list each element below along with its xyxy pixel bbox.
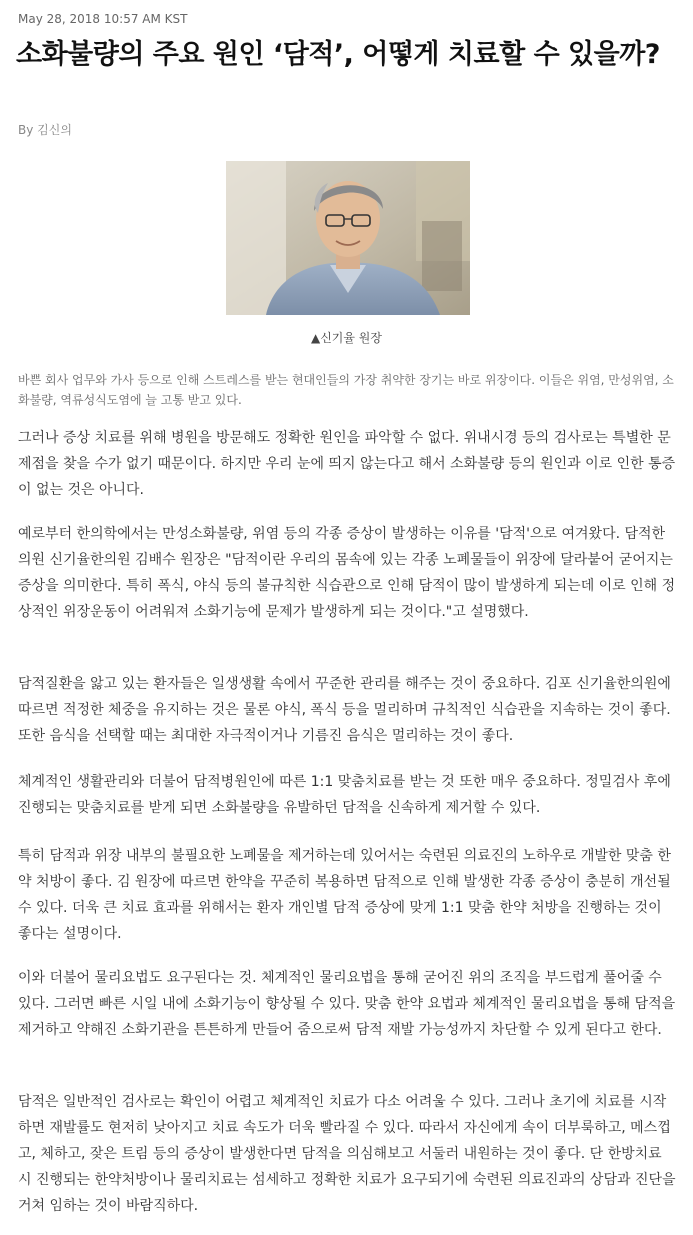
article-title: 소화불량의 주요 원인 ‘담적’, 어떻게 치료할 수 있을까? bbox=[16, 39, 660, 70]
paragraph-4: 체계적인 생활관리와 더불어 담적병원인에 따른 1:1 맞춤치료를 받는 것 또한 매우 중요하다. 정밀검사 후에 진행되는 맞춤치료를 받게 되면 소화불량을 유발하던 담적을 신속하게 제거할 수 있다. bbox=[18, 774, 671, 816]
paragraph-7: 담적은 일반적인 검사로는 확인이 어렵고 체계적인 치료가 다소 어려울 수 있다. 그러나 초기에 치료를 시작하면 재발률도 현저히 낮아지고 치료 속도가 더욱 빨라질 수 있다. 따라서 자신에게 속이 더부룩하고, 메스껍고, 체하고, 잦은 트림 등의 증상이 발생한다면 담적을 의심해보고 서둘러 내원하는 것이 좋다. 단 한방치료 시 진행되는 한약처방이나 물리치료는 섬세하고 정확한 치료가 요구되기에 숙련된 의료진과의 상담과 진단을 거쳐 임하는 것이 바람직하다. bbox=[18, 1094, 676, 1214]
paragraph-2: 예로부터 한의학에서는 만성소화불량, 위염 등의 각종 증상이 발생하는 이유를 '담적'으로 여겨왔다. 담적한의원 신기율한의원 김배수 원장은 "담적이란 우리의 몸속에 있는 각종 노폐물들이 위장에 달라붙어 굳어지는 증상을 의미한다. 특히 폭식, 야식 등의 불규칙한 식습관으로 인해 담적이 많이 발생하게 되는데 이로 인해 정상적인 위장운동이 어려워져 소화기능에 문제가 발생하게 되는 것이다."고 설명했다. bbox=[18, 526, 676, 620]
photo-caption: ▲신기율 원장 bbox=[310, 331, 382, 345]
paragraph-1: 그러나 증상 치료를 위해 병원을 방문해도 정확한 원인을 파악할 수 없다. 위내시경 등의 검사로는 특별한 문제점을 찾을 수가 없기 때문이다. 하지만 우리 눈에 띄지 않는다고 해서 소화불량 등의 원인과 이로 인한 통증이 없는 것은 아니다. bbox=[18, 430, 676, 498]
portrait-image bbox=[226, 161, 470, 315]
paragraph-5: 특히 담적과 위장 내부의 불필요한 노폐물을 제거하는데 있어서는 숙련된 의료진의 노하우로 개발한 맞춤 한약 처방이 좋다. 김 원장에 따르면 한약을 꾸준히 복용하면 담적으로 인해 발생한 각종 증상이 충분히 개선될 수 있다. 더욱 큰 치료 효과를 위해서는 환자 개인별 담적 증상에 맞게 1:1 맞춤 한약 처방을 진행하는 것이 좋다는 설명이다. bbox=[18, 848, 671, 942]
paragraph-3: 담적질환을 앓고 있는 환자들은 일생생활 속에서 꾸준한 관리를 해주는 것이 중요하다. 김포 신기율한의원에 따르면 적정한 체중을 유지하는 것은 물론 야식, 폭식 등을 멀리하며 규칙적인 식습관을 지속하는 것이 좋다. 또한 음식을 선택할 때는 최대한 자극적이거나 기름진 음식은 멀리하는 것이 좋다. bbox=[18, 676, 671, 744]
article-summary: 바쁜 회사 업무와 가사 등으로 인해 스트레스를 받는 현대인들의 가장 취약한 장기는 바로 위장이다. 이들은 위염, 만성위염, 소화불량, 역류성식도염에 늘 고통 받고 있다. bbox=[18, 373, 674, 407]
paragraph-6: 이와 더불어 물리요법도 요구된다는 것. 체계적인 물리요법을 통해 굳어진 위의 조직을 부드럽게 풀어줄 수 있다. 그러면 빠른 시일 내에 소화기능이 향상될 수 있다. 맞춤 한약 요법과 체계적인 물리요법을 통해 담적을 제거하고 약해진 소화기관을 튼튼하게 만들어 줌으로써 담적 재발 가능성까지 차단할 수 있게 된다고 한다. bbox=[18, 970, 676, 1038]
publish-date: May 28, 2018 10:57 AM KST bbox=[18, 12, 188, 26]
author-photo bbox=[226, 161, 470, 315]
author-byline: By 김신의 bbox=[18, 123, 72, 137]
